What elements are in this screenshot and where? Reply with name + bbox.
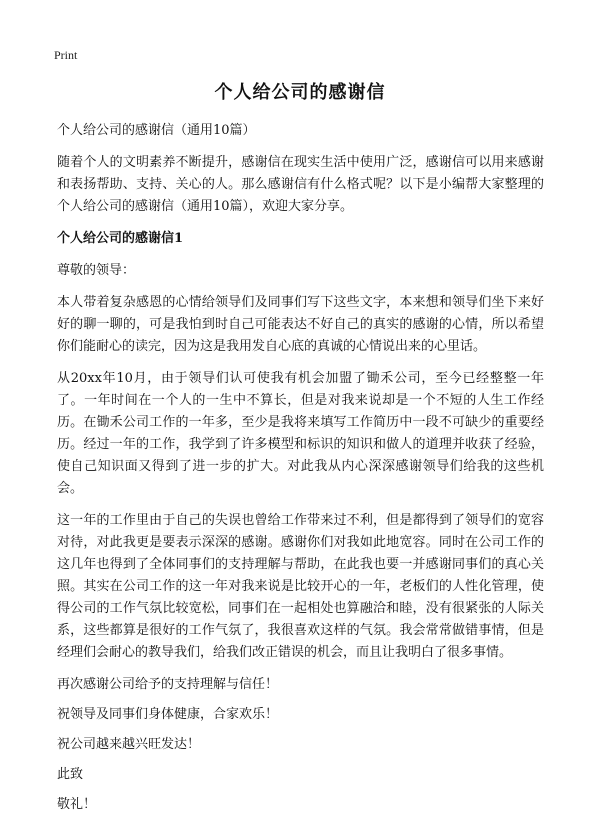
closing-line-2: 祝领导及同事们身体健康，合家欢乐！ bbox=[57, 707, 279, 722]
document-subtitle: 个人给公司的感谢信（通用10篇） bbox=[57, 123, 256, 138]
body-paragraph-2: 从20xx年10月，由于领导们认可使我有机会加盟了锄禾公司，至今已经整整一年了。一年时间在一个人的一生中不算长，但是对我来说却是一个不短的人生工作经历。在锄禾公司工作的一年多，至少是我将来填写工作简历中一段不可缺少的重要经历。经过一年的工作，我学到了许多模型和标识的知识和做人的道理并收获了经验，使自己知识面又得到了进一步的扩大。对此我从内心深深感谢领导们给我的这些机会。 bbox=[57, 371, 544, 496]
section-heading: 个人给公司的感谢信1 bbox=[57, 231, 184, 246]
closing-line-1: 再次感谢公司给予的支持理解与信任！ bbox=[57, 677, 279, 692]
document-body bbox=[57, 120, 544, 824]
intro-paragraph: 随着个人的文明素养不断提升，感谢信在现实生活中使用广泛，感谢信可以用来感谢和表扬帮助、支持、关心的人。那么感谢信有什么格式呢？以下是小编帮大家整理的个人给公司的感谢信（通用10篇），欢迎大家分享。 bbox=[57, 155, 544, 214]
page-title: 个人给公司的感谢信 bbox=[214, 82, 386, 103]
closing-line-5: 敬礼！ bbox=[57, 797, 97, 812]
closing-line-4: 此致 bbox=[57, 767, 84, 782]
print-label[interactable]: Print bbox=[54, 48, 78, 62]
body-paragraph-3: 这一年的工作里由于自己的失误也曾给工作带来过不利，但是都得到了领导们的宽容对待，对此我更是要表示深深的感谢。感谢你们对我如此地宽容。同时在公司工作的这几年也得到了全体同事们的支持理解与帮助，在此我也要一并感谢同事们的真心关照。其实在公司工作的这一年对我来说是比较开心的一年，老板们的人性化管理，使得公司的工作气氛比较宽松，同事们在一起相处也算融洽和睦，没有很紧张的人际关系，这些都算是很好的工作气氛了，我很喜欢这样的气氛。我会常常做错事情，但是经理们会耐心的教导我们，给我们改正错误的机会，而且让我明白了很多事情。 bbox=[57, 513, 544, 660]
closing-line-3: 祝公司越来越兴旺发达！ bbox=[57, 737, 201, 752]
salutation: 尊敬的领导： bbox=[57, 263, 136, 278]
body-paragraph-1: 本人带着复杂感恩的心情给领导们及同事们写下这些文字，本来想和领导们坐下来好好的聊一聊的，可是我怕到时自己可能表达不好自己的真实的感谢的心情，所以希望你们能耐心的读完，因为这是我用发自心底的真诚的心情说出来的心里话。 bbox=[57, 295, 544, 354]
